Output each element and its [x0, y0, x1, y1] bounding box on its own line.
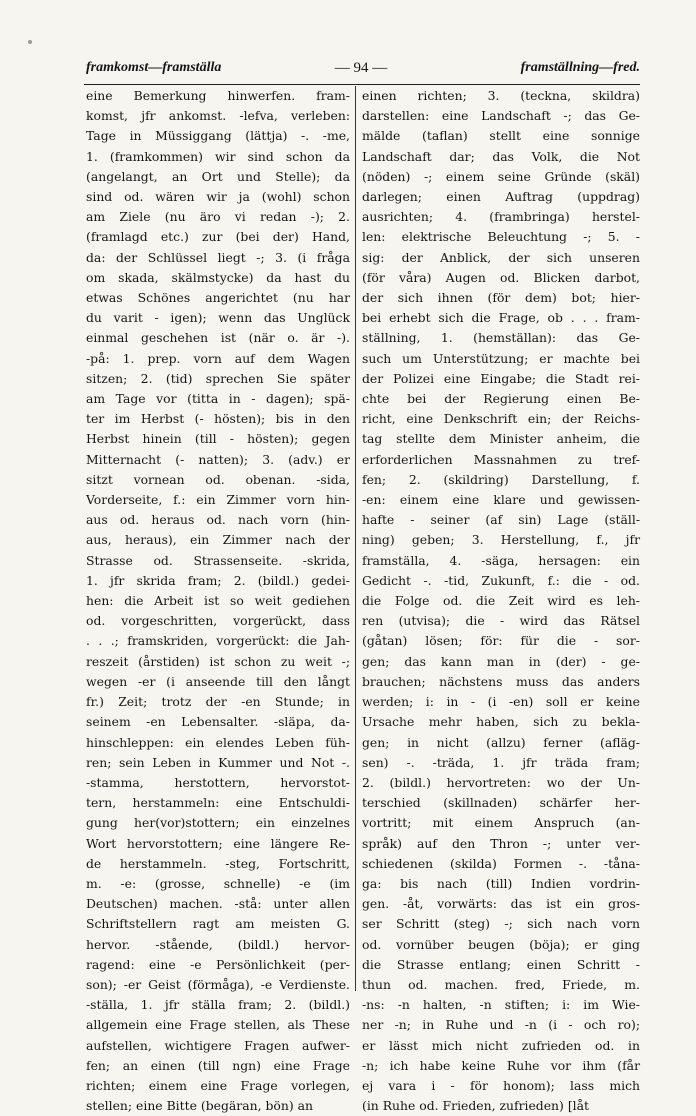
page-header: [82, 60, 640, 82]
text-line: (nöden) -; einem seine Gründe (skäl): [362, 168, 640, 184]
text-line: Deutschen) machen. -stå: unter allen: [86, 896, 350, 912]
text-line: aus, heraus), ein Zimmer nach der: [86, 532, 350, 548]
text-line: stellen; eine Bitte (begäran, bön) an: [86, 1098, 313, 1114]
text-line: Herbst hinein (till - hösten); gegen: [86, 431, 350, 447]
text-line: die Folge od. die Zeit wird es leh-: [362, 593, 640, 609]
text-line: ausrichten; 4. (frambringa) herstel-: [362, 209, 640, 225]
text-line: sind od. wären wir ja (wohl) schon: [86, 189, 350, 205]
text-line: brauchen; nächstens muss das anders: [362, 673, 640, 689]
text-line: om skada, skälmstycke) da hast du: [86, 269, 350, 285]
text-line: (in Ruhe od. Frieden, zufrieden) [låt: [362, 1098, 589, 1114]
text-line: (gåtan) lösen; för: für die - sor-: [362, 633, 640, 649]
text-line: ser Schritt (steg) -; sich nach vorn: [362, 916, 640, 932]
text-line: Vorderseite, f.: ein Zimmer vorn hin-: [86, 492, 350, 508]
text-line: Mitternacht (- natten); 3. (adv.) er: [86, 451, 350, 467]
header-rule: [84, 84, 640, 85]
text-line: sitzt vornean od. obenan. -sida,: [86, 471, 350, 487]
text-line: schiedenen (skilda) Formen -. -tåna-: [362, 855, 640, 871]
text-line: der Polizei eine Eingabe; die Stadt rei-: [362, 370, 640, 386]
text-line: språk) auf den Thron -; unter ver-: [362, 835, 640, 851]
text-line: such um Unterstützung; er machte bei: [362, 350, 640, 366]
text-line: gen; das kann man in (der) - ge-: [362, 653, 640, 669]
text-line: am Tage vor (titta in - dagen); spä-: [86, 391, 350, 407]
text-line: (angelangt, an Ort und Stelle); da: [86, 168, 350, 184]
text-line: werden; i: in - (i -en) soll er keine: [362, 694, 640, 710]
text-line: etwas Schönes angerichtet (nu har: [86, 290, 350, 306]
text-line: thun od. machen. fred, Friede, m.: [362, 976, 640, 992]
text-line: fr.) Zeit; trotz der -en Stunde; in: [86, 694, 350, 710]
text-line: 1. jfr skrida fram; 2. (bildl.) gedei-: [86, 572, 350, 588]
text-line: einen richten; 3. (teckna, skildra): [362, 88, 640, 103]
text-line: aus od. heraus od. nach vorn (hin-: [86, 512, 350, 528]
text-line: son); -er Geist (förmåga), -e Verdienste.: [86, 976, 350, 992]
text-line: od. vorgeschritten, vorgerückt, dass: [86, 613, 350, 629]
text-line: aufstellen, wichtigere Fragen aufwer-: [86, 1037, 350, 1053]
text-line: Gedicht -. -tid, Zukunft, f.: die - od.: [362, 572, 640, 588]
text-line: od. vornüber beugen (böja); er ging: [362, 936, 640, 952]
text-line: chte bei der Regierung einen Be-: [362, 391, 640, 407]
text-line: -ställa, 1. jfr ställa fram; 2. (bildl.): [86, 997, 350, 1013]
text-line: -ns: -n halten, -n stiften; i: im Wie-: [362, 997, 640, 1013]
text-line: wegen -er (i anseende till den långt: [86, 673, 350, 689]
text-line: ren; sein Leben in Kummer und Not -.: [86, 754, 350, 770]
text-line: -n; ich habe keine Ruhe vor ihm (får: [362, 1057, 640, 1073]
text-line: sig: der Anblick, der sich unseren: [362, 249, 640, 265]
text-line: m. -e: (grosse, schnelle) -e (im: [86, 875, 350, 891]
text-line: am Ziele (nu äro vi redan -); 2.: [86, 209, 350, 225]
text-line: eine Bemerkung hinwerfen. fram-: [86, 88, 350, 103]
right-column: [362, 86, 640, 1114]
text-line: ter im Herbst (- hösten); bis in den: [86, 411, 350, 427]
text-line: ning) geben; 3. Herstellung, f., jfr: [362, 532, 640, 548]
column-divider: [355, 86, 356, 991]
text-line: mälde (taflan) stellt eine sonnige: [362, 128, 640, 144]
text-line: hafte - seiner (af sin) Lage (ställ-: [362, 512, 640, 528]
header-left-guideword: framkomst—framställa: [86, 60, 222, 75]
text-line: sen) -. -träda, 1. jfr träda fram;: [362, 754, 640, 770]
text-line: . . .; framskriden, vorgerückt: die Jah-: [86, 633, 350, 649]
text-line: gen. -åt, vorwärts: das ist ein gros-: [362, 896, 640, 912]
text-line: hinschleppen: ein elendes Leben füh-: [86, 734, 350, 750]
text-line: komst, jfr ankomst. -lefva, verleben:: [86, 108, 350, 124]
text-line: ej vara i - för honom); lass mich: [362, 1077, 640, 1093]
text-line: -en: einem eine klare und gewissen-: [362, 492, 640, 508]
text-line: tag stellte dem Minister anheim, die: [362, 431, 640, 447]
text-line: tern, herstammeln: eine Entschuldi-: [86, 795, 350, 811]
text-line: terschied (skillnaden) schärfer her-: [362, 795, 640, 811]
scan-speck: [28, 40, 32, 44]
text-line: sitzen; 2. (tid) sprechen Sie später: [86, 370, 350, 386]
text-line: Strasse od. Strassenseite. -skrida,: [86, 552, 350, 568]
text-line: ga: bis nach (till) Indien vordrin-: [362, 875, 640, 891]
text-line: bei erhebt sich die Frage, ob . . . fram-: [362, 310, 640, 326]
text-line: richt, eine Denkschrift ein; der Reichs-: [362, 411, 640, 427]
text-line: erforderlichen Massnahmen zu tref-: [362, 451, 640, 467]
text-line: (för våra) Augen od. Blicken darbot,: [362, 269, 640, 285]
text-line: du varit - igen); wenn das Unglück: [86, 310, 350, 326]
text-line: einmal geschehen ist (när o. är -).: [86, 330, 350, 346]
text-line: ragend: eine -e Persönlichkeit (per-: [86, 956, 350, 972]
text-line: 2. (bildl.) hervortreten: wo der Un-: [362, 774, 640, 790]
text-line: len: elektrische Beleuchtung -; 5. -: [362, 229, 640, 245]
text-line: -på: 1. prep. vorn auf dem Wagen: [86, 350, 350, 366]
text-line: Ursache mehr haben, sich zu bekla-: [362, 714, 640, 730]
text-line: seinem -en Lebensalter. -släpa, da-: [86, 714, 350, 730]
text-line: allgemein eine Frage stellen, als These: [86, 1017, 350, 1033]
left-column: [86, 86, 350, 1114]
text-line: de herstammeln. -steg, Fortschritt,: [86, 855, 350, 871]
text-line: hen: die Arbeit ist so weit gediehen: [86, 593, 350, 609]
text-line: ställning, 1. (hemställan): das Ge-: [362, 330, 640, 346]
text-line: gen; in nicht (allzu) ferner (afläg-: [362, 734, 640, 750]
text-line: hervor. -stående, (bildl.) hervor-: [86, 936, 350, 952]
text-line: ner -n; in Ruhe und -n (i - och ro);: [362, 1017, 640, 1033]
text-line: darstellen: eine Landschaft -; das Ge-: [362, 108, 640, 124]
text-line: Landschaft dar; das Volk, die Not: [362, 148, 640, 164]
text-line: Schriftstellern ragt am meisten G.: [86, 916, 350, 932]
text-line: -stamma, herstottern, hervorstot-: [86, 774, 350, 790]
text-line: er lässt mich nicht zufrieden od. in: [362, 1037, 640, 1053]
text-line: darlegen; einen Auftrag (uppdrag): [362, 189, 640, 205]
text-line: Tage in Müssiggang (lättja) -. -me,: [86, 128, 350, 144]
text-line: framställa, 4. -säga, hersagen: ein: [362, 552, 640, 568]
text-line: reszeit (årstiden) ist schon zu weit -;: [86, 653, 350, 669]
text-line: (framlagd etc.) zur (bei der) Hand,: [86, 229, 350, 245]
text-line: fen; 2. (skildring) Darstellung, f.: [362, 471, 640, 487]
text-line: der sich ihnen (för dem) bot; hier-: [362, 290, 640, 306]
text-line: gung her(vor)stottern; ein einzelnes: [86, 815, 350, 831]
text-line: fen; an einen (till ngn) eine Frage: [86, 1057, 350, 1073]
text-line: Wort hervorstottern; eine längere Re-: [86, 835, 350, 851]
text-line: vortritt; mit einem Anspruch (an-: [362, 815, 640, 831]
text-line: da: der Schlüssel liegt -; 3. (i fråga: [86, 249, 350, 265]
text-line: richten; einem eine Frage vorlegen,: [86, 1077, 350, 1093]
header-right-guideword: framställning—fred.: [520, 60, 640, 75]
page-number: — 94 —: [334, 60, 388, 76]
text-line: die Strasse entlang; einen Schritt -: [362, 956, 640, 972]
text-line: 1. (framkommen) wir sind schon da: [86, 148, 350, 164]
text-line: ren (utvisa); die - wird das Rätsel: [362, 613, 640, 629]
